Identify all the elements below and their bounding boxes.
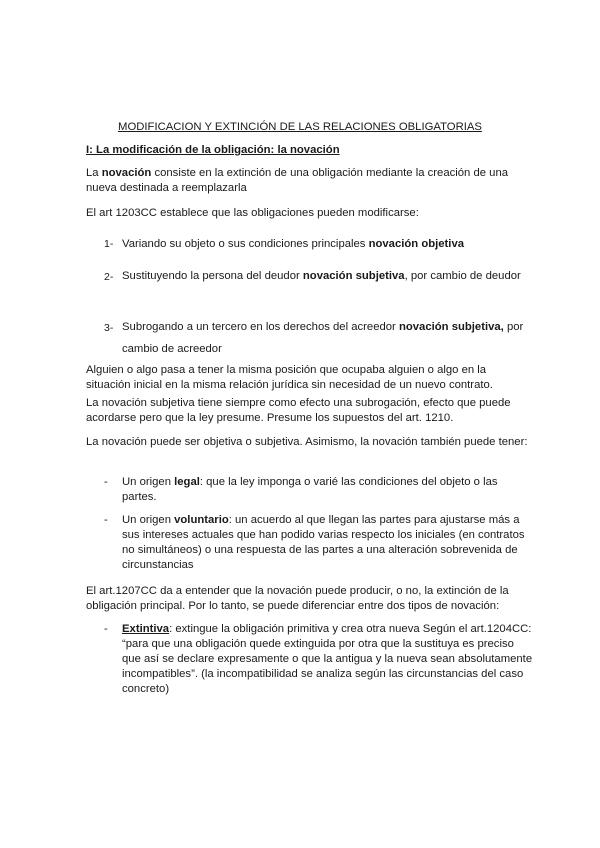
list-number: 3-: [104, 322, 114, 334]
p1-pre: La: [86, 167, 102, 179]
bullet-dash: -: [104, 476, 108, 488]
list-item-text: Subrogando a un tercero en los derechos del acreedor: [122, 321, 396, 333]
paragraph-novacion-subjetiva: La novación subjetiva tiene siempre como efecto una subrogación, efecto que puede acordarse pero que la ley presume. Presume los supuestos del art. 1210.: [86, 397, 511, 424]
paragraph-tipos-origen: La novación puede ser objetiva o subjetiva. Asimismo, la novación también puede tener:: [86, 436, 528, 448]
list-item-bold: novación objetiva: [368, 238, 465, 250]
list-item-bold: novación subjetiva,: [395, 321, 504, 333]
bullet-bold: legal: [174, 476, 200, 488]
p1-post: consiste en la extinción de una obligación mediante la creación de una nueva destinada a reemplazarla: [86, 167, 509, 194]
paragraph-novacion-definition: [86, 166, 532, 196]
section-heading: I: La modificación de la obligación: la novación: [86, 144, 340, 156]
list-number: 1-: [104, 238, 114, 250]
bullet-bold: Extintiva: [122, 623, 170, 635]
document-title: MODIFICACION Y EXTINCIÓN DE LAS RELACIONES OBLIGATORIAS: [118, 121, 482, 133]
list-item-text: Sustituyendo la persona del deudor: [122, 270, 303, 282]
bullet-post: : que la ley imponga o varié las condiciones del objeto o las partes.: [122, 476, 498, 503]
bullet-extintiva: [122, 622, 534, 697]
bullet-bold: voluntario: [174, 514, 229, 526]
bullet-pre: Un origen: [122, 476, 175, 488]
list-item-bold: novación subjetiva: [302, 270, 405, 282]
paragraph-subrogacion: Alguien o algo pasa a tener la misma posición que ocupaba alguien o algo en la situación inicial en la misma relación jurídica sin necesidad de un nuevo contrato.: [86, 364, 493, 391]
bullet-post: : extingue la obligación primitiva y crea otra nueva Según el art.1204CC: “para que una obligación quede extinguida por otra que la sustituya es preciso que así se declare expresamente o que la antigua y la nueva sean absolutamente incompatibles”. (la incompatibilidad se analiza según las circunstancias del caso concreto): [122, 623, 533, 695]
list-item-post: por cambio de acreedor: [122, 321, 524, 355]
list-item-2: [122, 266, 532, 288]
list-item-3: [122, 317, 532, 360]
list-item-text: Variando su objeto o sus condiciones principales: [122, 238, 369, 250]
bullet-origen-voluntario: [122, 513, 534, 573]
bullet-origen-legal: [122, 475, 534, 505]
paragraph-art1207: El art.1207CC da a entender que la novación puede producir, o no, la extinción de la obligación principal. Por lo tanto, se puede diferenciar entre dos tipos de novación:: [86, 585, 509, 612]
list-item-post: , por cambio de deudor: [404, 270, 521, 282]
list-item-1: [122, 234, 532, 256]
list-number: 2-: [104, 271, 114, 283]
bullet-dash: -: [104, 623, 108, 635]
bullet-post: : un acuerdo al que llegan las partes para ajustarse más a sus intereses actuales que han podido varias respecto los iniciales (en contratos no simultáneos) o una respuesta de las partes a una alteración sobrevenida de circunstancias: [122, 514, 525, 571]
bullet-pre: Un origen: [122, 514, 175, 526]
bullet-dash: -: [104, 514, 108, 526]
p1-bold: novación: [101, 167, 152, 179]
paragraph-art1203: El art 1203CC establece que las obligaciones pueden modificarse:: [86, 207, 419, 219]
